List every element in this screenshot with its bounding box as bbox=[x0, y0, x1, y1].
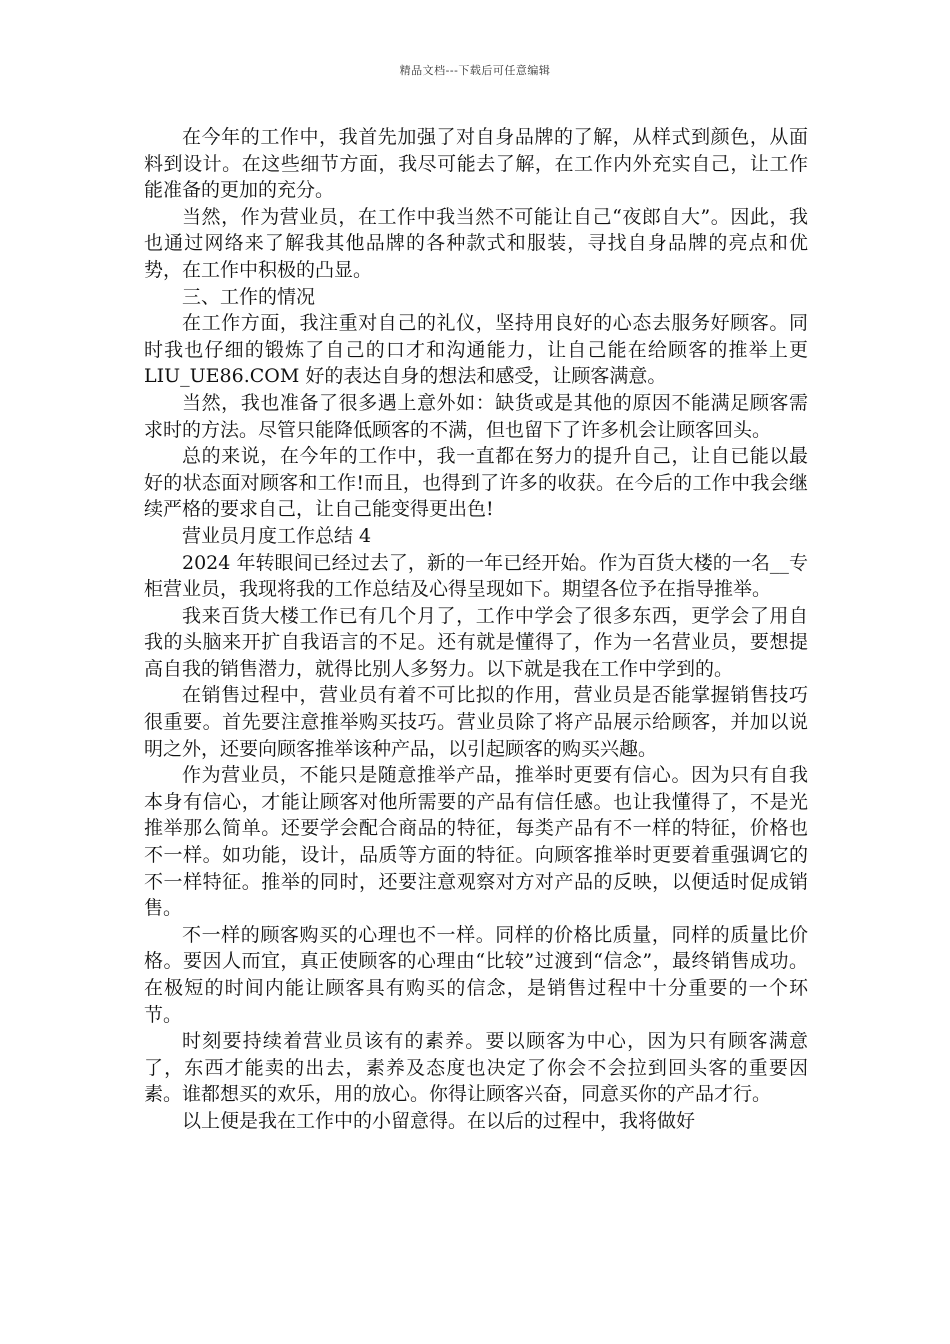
paragraph: 当然，作为营业员，在工作中我当然不可能让自己“夜郎自大”。因此，我也通过网络来了解我其他品牌的各种款式和服装，寻找自身品牌的亮点和优势，在工作中积极的凸显。 bbox=[144, 205, 808, 281]
paragraph: 总的来说，在今年的工作中，我一直都在努力的提升自己，让自已能以最好的状态面对顾客和工作!而且，也得到了许多的收获。在今后的工作中我会继续严格的要求自己，让自己能变得更出色! bbox=[144, 445, 808, 521]
section-heading: 营业员月度工作总结 4 bbox=[182, 524, 372, 547]
paragraph: 不一样的顾客购买的心理也不一样。同样的价格比质量，同样的质量比价格。要因人而宜，真正使顾客的心理由“比较”过渡到“信念”，最终销售成功。在极短的时间内能让顾客具有购买的信念，是销售过程中十分重要的一个环节。 bbox=[144, 923, 808, 1026]
section-heading: 三、工作的情况 bbox=[182, 285, 316, 308]
paragraph: 以上便是我在工作中的小留意得。在以后的过程中，我将做好 bbox=[182, 1109, 696, 1132]
paragraph: 时刻要持续着营业员该有的素养。要以顾客为中心，因为只有顾客满意了，东西才能卖的出去，素养及态度也决定了你会不会拉到回头客的重要因素。谁都想买的欢乐，用的放心。你得让顾客兴奋，同意买你的产品才行。 bbox=[144, 1030, 808, 1106]
document-body bbox=[144, 124, 808, 1135]
paragraph: 在今年的工作中，我首先加强了对自身品牌的了解，从样式到颜色，从面料到设计。在这些细节方面，我尽可能去了解，在工作内外充实自己，让工作能准备的更加的充分。 bbox=[144, 126, 808, 202]
paragraph: 2024 年转眼间已经过去了，新的一年已经开始。作为百货大楼的一名__专柜营业员，我现将我的工作总结及心得呈现如下。期望各位予在指导推举。 bbox=[144, 551, 808, 601]
paragraph: 在销售过程中，营业员有着不可比拟的作用，营业员是否能掌握销售技巧很重要。首先要注意推举购买技巧。营业员除了将产品展示给顾客，并加以说明之外，还要向顾客推举该种产品，以引起顾客的购买兴趣。 bbox=[144, 684, 808, 760]
page-header: 精品文档---下载后可任意编辑 bbox=[399, 64, 551, 77]
paragraph: 作为营业员，不能只是随意推举产品，推举时更要有信心。因为只有自我本身有信心，才能让顾客对他所需要的产品有信任感。也让我懂得了，不是光推举那么简单。还要学会配合商品的特征，每类产品有不一样的特征，价格也不一样。如功能，设计，品质等方面的特征。向顾客推举时更要着重强调它的不一样特征。推举的同时，还要注意观察对方对产品的反映，以便适时促成销售。 bbox=[144, 764, 808, 920]
paragraph: 在工作方面，我注重对自己的礼仪，坚持用良好的心态去服务好顾客。同时我也仔细的锻炼了自己的口才和沟通能力，让自己能在给顾客的推举上更 LIU_UE86.COM 好的表达自身的想法和感受，让顾客满意。 bbox=[144, 312, 808, 388]
paragraph: 当然，我也准备了很多遇上意外如：缺货或是其他的原因不能满足顾客需求时的方法。尽管只能降低顾客的不满，但也留下了许多机会让顾客回头。 bbox=[144, 391, 808, 441]
paragraph: 我来百货大楼工作已有几个月了，工作中学会了很多东西，更学会了用自我的头脑来开扩自我语言的不足。还有就是懂得了，作为一名营业员，要想提高自我的销售潜力，就得比别人多努力。以下就是我在工作中学到的。 bbox=[144, 604, 808, 680]
